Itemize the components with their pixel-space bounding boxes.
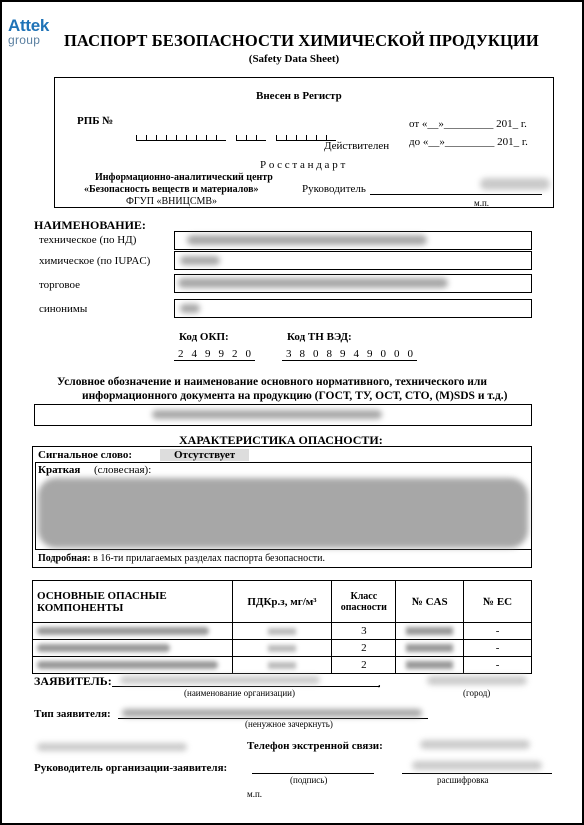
component-name-cell bbox=[33, 657, 233, 674]
signal-word-value: Отсутствует bbox=[160, 449, 249, 461]
center-line-2: «Безопасность веществ и материалов» bbox=[84, 184, 259, 195]
pdk-cell bbox=[232, 623, 332, 640]
naming-trade-label: торговое bbox=[39, 279, 81, 291]
table-row bbox=[33, 640, 532, 657]
naming-heading: НАИМЕНОВАНИЕ: bbox=[34, 218, 146, 232]
okp-digit: 9 bbox=[215, 348, 229, 361]
redacted-trade-name bbox=[178, 278, 448, 288]
tnved-digit: 4 bbox=[350, 348, 364, 361]
registry-entered: Внесен в Регистр bbox=[256, 90, 342, 102]
col-pdk: ПДКр.з, мг/м³ bbox=[232, 581, 332, 623]
redacted-synonyms bbox=[180, 304, 200, 313]
applicant-label: ЗАЯВИТЕЛЬ: bbox=[34, 674, 112, 688]
okp-digits bbox=[174, 348, 255, 361]
tnved-digit: 8 bbox=[296, 348, 310, 361]
class-cell: 3 bbox=[332, 623, 396, 640]
tnved-digit: 3 bbox=[282, 348, 296, 361]
type-hint: (ненужное зачеркнуть) bbox=[245, 719, 333, 729]
ec-cell: - bbox=[464, 623, 532, 640]
redacted-signature bbox=[480, 178, 550, 190]
normative-line-2: информационного документа на продукцию (ГОСТ, ТУ, ОСТ, СТО, (М)SDS и т.д.) bbox=[82, 390, 508, 402]
redacted-chemical-name bbox=[180, 256, 220, 265]
applicant-type-label: Тип заявителя: bbox=[34, 708, 111, 720]
synonyms-field bbox=[174, 299, 532, 318]
brief-hint: (словесная): bbox=[94, 464, 152, 476]
signature-line bbox=[252, 773, 374, 774]
tnved-digit: 0 bbox=[377, 348, 391, 361]
table-row bbox=[33, 623, 532, 640]
redacted-hazard-description bbox=[38, 478, 528, 548]
okp-digit: 9 bbox=[201, 348, 215, 361]
okp-digit: 2 bbox=[174, 348, 188, 361]
okp-digit: 4 bbox=[188, 348, 202, 361]
logo-brand: Attek bbox=[8, 16, 50, 35]
detailed-hazard bbox=[38, 553, 325, 564]
center-line-1: Информационно-аналитический центр bbox=[95, 172, 273, 183]
pdk-cell bbox=[232, 657, 332, 674]
okp-label: Код ОКП: bbox=[179, 331, 229, 343]
components-header-row bbox=[33, 581, 532, 623]
chemical-name-field bbox=[174, 251, 532, 270]
signal-word-label: Сигнальное слово: bbox=[38, 449, 132, 461]
redacted-technical-name bbox=[187, 235, 427, 245]
applicant-mp: м.п. bbox=[247, 789, 263, 799]
table-row bbox=[33, 657, 532, 674]
redacted-city bbox=[427, 676, 527, 685]
naming-synonyms-label: синонимы bbox=[39, 303, 88, 315]
center-line-3: ФГУП «ВНИЦСМВ» bbox=[126, 196, 218, 207]
cas-cell bbox=[396, 623, 464, 640]
logo-sub: group bbox=[8, 33, 41, 47]
decode-hint: расшифровка bbox=[437, 775, 489, 785]
registry-to: до «__»_________ 201_ г. bbox=[409, 136, 528, 148]
redacted-head-name bbox=[412, 761, 542, 770]
okp-digit: 0 bbox=[242, 348, 256, 361]
tnved-digit: 9 bbox=[363, 348, 377, 361]
head-label: Руководитель организации-заявителя: bbox=[34, 762, 228, 774]
ec-cell: - bbox=[464, 640, 532, 657]
naming-technical-label: техническое (по НД) bbox=[39, 234, 137, 246]
tnved-digit: 0 bbox=[404, 348, 418, 361]
attek-logo bbox=[8, 16, 49, 47]
registry-head-line bbox=[370, 194, 542, 195]
rosstandart: Р о с с т а н д а р т bbox=[260, 159, 346, 171]
redacted-normative-doc bbox=[152, 410, 382, 419]
registry-valid: Действителен bbox=[324, 140, 390, 152]
redacted-phone bbox=[420, 740, 530, 749]
tnved-label: Код ТН ВЭД: bbox=[287, 331, 352, 343]
applicant-comma: , bbox=[378, 677, 381, 689]
col-components: ОСНОВНЫЕ ОПАСНЫЕ КОМПОНЕНТЫ bbox=[33, 581, 233, 623]
tnved-digit: 9 bbox=[336, 348, 350, 361]
col-class: Класс опасности bbox=[332, 581, 396, 623]
component-name-cell bbox=[33, 640, 233, 657]
redacted-applicant-type bbox=[122, 709, 422, 717]
registry-head-label: Руководитель bbox=[302, 183, 366, 195]
okp-digit: 2 bbox=[228, 348, 242, 361]
ec-cell: - bbox=[464, 657, 532, 674]
page-title: ПАСПОРТ БЕЗОПАСНОСТИ ХИМИЧЕСКОЙ ПРОДУКЦИИ bbox=[64, 31, 539, 50]
phone-label: Телефон экстренной связи: bbox=[247, 740, 383, 752]
col-cas: № CAS bbox=[396, 581, 464, 623]
class-cell: 2 bbox=[332, 640, 396, 657]
city-hint: (город) bbox=[463, 688, 491, 698]
redacted-applicant-org bbox=[120, 676, 320, 684]
page-subtitle: (Safety Data Sheet) bbox=[248, 53, 340, 65]
cas-cell bbox=[396, 657, 464, 674]
tnved-digit: 0 bbox=[390, 348, 404, 361]
registry-from: от «__»_________ 201_ г. bbox=[409, 118, 527, 130]
tnved-digit: 8 bbox=[323, 348, 337, 361]
rpb-number-ticks bbox=[136, 123, 336, 131]
tnved-digit: 0 bbox=[309, 348, 323, 361]
sign-hint: (подпись) bbox=[290, 775, 328, 785]
org-hint: (наименование организации) bbox=[184, 688, 295, 698]
pdk-cell bbox=[232, 640, 332, 657]
applicant-org-line bbox=[112, 686, 380, 687]
rpb-label: РПБ № bbox=[77, 115, 114, 127]
components-table bbox=[32, 580, 532, 674]
cas-cell bbox=[396, 640, 464, 657]
tnved-digits bbox=[282, 348, 417, 361]
detailed-text: в 16-ти прилагаемых разделах паспорта безопасности. bbox=[93, 553, 325, 564]
registry-mp: м.п. bbox=[474, 198, 490, 208]
detailed-label: Подробная: bbox=[38, 553, 91, 564]
class-cell: 2 bbox=[332, 657, 396, 674]
redacted-phone-left bbox=[37, 743, 187, 751]
decode-line bbox=[402, 773, 552, 774]
component-name-cell bbox=[33, 623, 233, 640]
naming-chemical-label: химическое (по IUPAC) bbox=[39, 255, 151, 267]
col-ec: № ЕС bbox=[464, 581, 532, 623]
brief-label: Краткая bbox=[38, 464, 81, 476]
normative-line-1: Условное обозначение и наименование основного нормативного, технического или bbox=[57, 376, 488, 388]
hazard-heading: ХАРАКТЕРИСТИКА ОПАСНОСТИ: bbox=[179, 433, 383, 447]
